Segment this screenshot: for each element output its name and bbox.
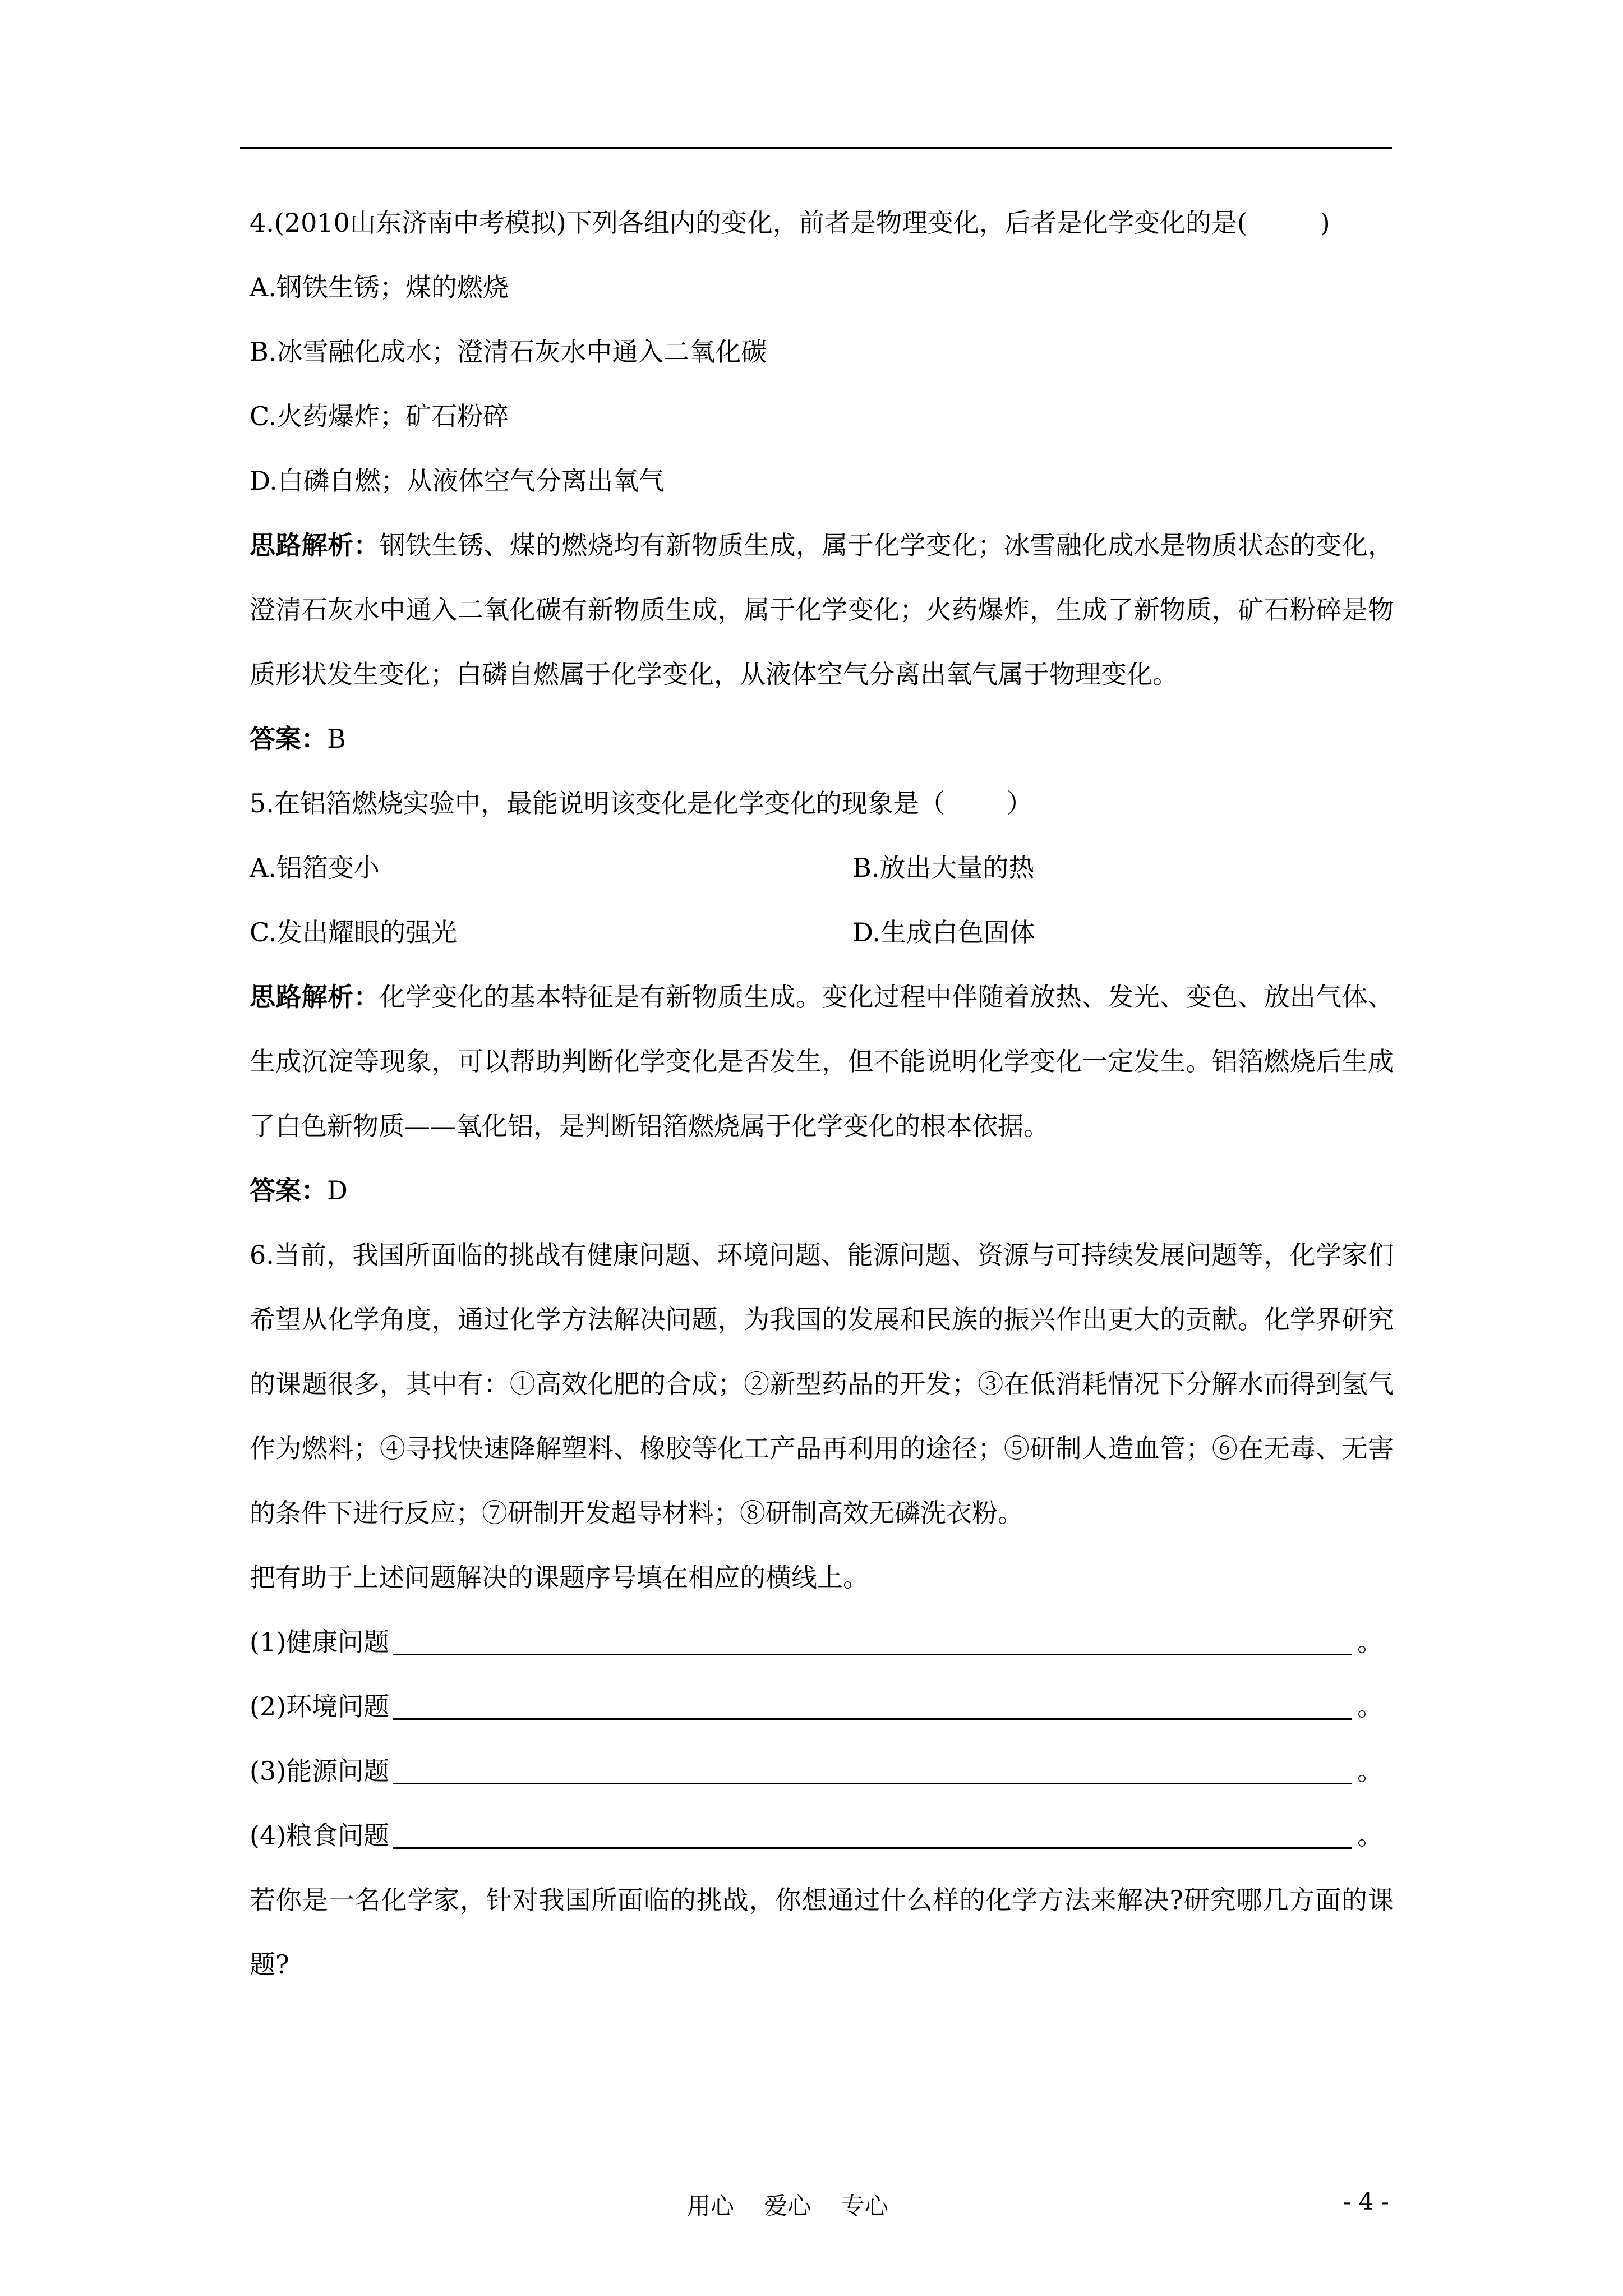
footer-motto: 用心 爱心 专心 [687, 2192, 888, 2220]
q6-blank-health [250, 1610, 1394, 1674]
q5-answer [250, 1158, 1394, 1223]
q4-stem [250, 191, 1394, 255]
q6-followup: 若你是一名化学家，针对我国所面临的挑战，你想通过什么样的化学方法来解决?研究哪几方面的课题? [250, 1885, 1394, 1980]
q4-analysis-label: 思路解析： [250, 530, 380, 560]
q4-answer-label: 答案： [250, 724, 327, 754]
fill-in-blank-line[interactable] [393, 1755, 1352, 1784]
fill-in-blank-line[interactable] [393, 1626, 1352, 1655]
q4-option-c: C.火药爆炸；矿石粉碎 [250, 401, 509, 431]
q6-blank-energy [250, 1739, 1394, 1803]
q5-option-d: D.生成白色固体 [852, 917, 1035, 947]
q5-analysis-text: 化学变化的基本特征是有新物质生成。变化过程中伴随着放热、发光、变色、放出气体、生成沉淀等现象，可以帮助判断化学变化是否发生，但不能说明化学变化一定发生。铝箔燃烧后生成了白色新物质——氧化铝，是判断铝箔燃烧属于化学变化的根本依据。 [250, 982, 1394, 1141]
q5-option-a: A.铝箔变小 [250, 853, 380, 883]
page-content [250, 191, 1394, 1997]
q5-answer-value: D [327, 1175, 348, 1205]
q5-answer-label: 答案： [250, 1175, 327, 1205]
q4-option-b: B.冰雪融化成水；澄清石灰水中通入二氧化碳 [250, 337, 767, 367]
q4-answer [250, 707, 1394, 771]
page-number: - 4 - [1343, 2188, 1389, 2215]
q4-stem-text: 4.(2010山东济南中考模拟)下列各组内的变化，前者是物理变化，后者是化学变化的是( [250, 208, 1247, 238]
q4-stem-close: ) [1320, 208, 1330, 238]
q5-stem-close: ） [1006, 788, 1032, 818]
q4-option-a: A.钢铁生锈；煤的燃烧 [250, 272, 509, 302]
q5-options-row-1 [250, 836, 1394, 900]
q5-option-b: B.放出大量的热 [852, 853, 1035, 883]
q5-stem [250, 771, 1394, 836]
q5-option-c: C.发出耀眼的强光 [250, 917, 458, 947]
q4-analysis-text: 钢铁生锈、煤的燃烧均有新物质生成，属于化学变化；冰雪融化成水是物质状态的变化，澄清石灰水中通入二氧化碳有新物质生成，属于化学变化；火药爆炸，生成了新物质，矿石粉碎是物质形状发生变化；白磷自燃属于化学变化，从液体空气分离出氧气属于物理变化。 [250, 530, 1394, 689]
q4-option-d: D.白磷自燃；从液体空气分离出氧气 [250, 466, 665, 496]
q5-analysis-label: 思路解析： [250, 982, 380, 1012]
q4-answer-value: B [327, 724, 346, 754]
header-rule [240, 147, 1392, 149]
fill-in-blank-line[interactable] [393, 1690, 1352, 1720]
q6-blank-food [250, 1803, 1394, 1868]
q6-blank-environment [250, 1674, 1394, 1739]
q6-stem: 6.当前，我国所面临的挑战有健康问题、环境问题、能源问题、资源与可持续发展问题等，化学家们希望从化学角度，通过化学方法解决问题，为我国的发展和民族的振兴作出更大的贡献。化学界研究的课题很多，其中有：①高效化肥的合成；②新型药品的开发；③在低消耗情况下分解水而得到氢气作为燃料；④寻找快速降解塑料、橡胶等化工产品再利用的途径；⑤研制人造血管；⑥在无毒、无害的条件下进行反应；⑦研制开发超导材料；⑧研制高效无磷洗衣粉。 [250, 1240, 1394, 1528]
q5-analysis [250, 965, 1394, 1158]
q4-analysis [250, 513, 1394, 707]
q6-blank-end: 。 [1357, 1691, 1384, 1722]
q5-stem-text: 5.在铝箔燃烧实验中，最能说明该变化是化学变化的现象是（ [250, 788, 945, 818]
fill-in-blank-line[interactable] [393, 1819, 1352, 1849]
q6-blank-label: (4)粮食问题 [250, 1820, 390, 1851]
q6-instruction: 把有助于上述问题解决的课题序号填在相应的横线上。 [250, 1562, 869, 1593]
q5-options-row-2 [250, 900, 1394, 965]
q6-blank-end: 。 [1357, 1820, 1384, 1851]
q6-blank-end: 。 [1357, 1627, 1384, 1657]
q6-blank-label: (2)环境问题 [250, 1691, 390, 1722]
q6-blank-label: (3)能源问题 [250, 1756, 390, 1786]
q6-blank-label: (1)健康问题 [250, 1627, 390, 1657]
q6-blank-end: 。 [1357, 1756, 1384, 1786]
